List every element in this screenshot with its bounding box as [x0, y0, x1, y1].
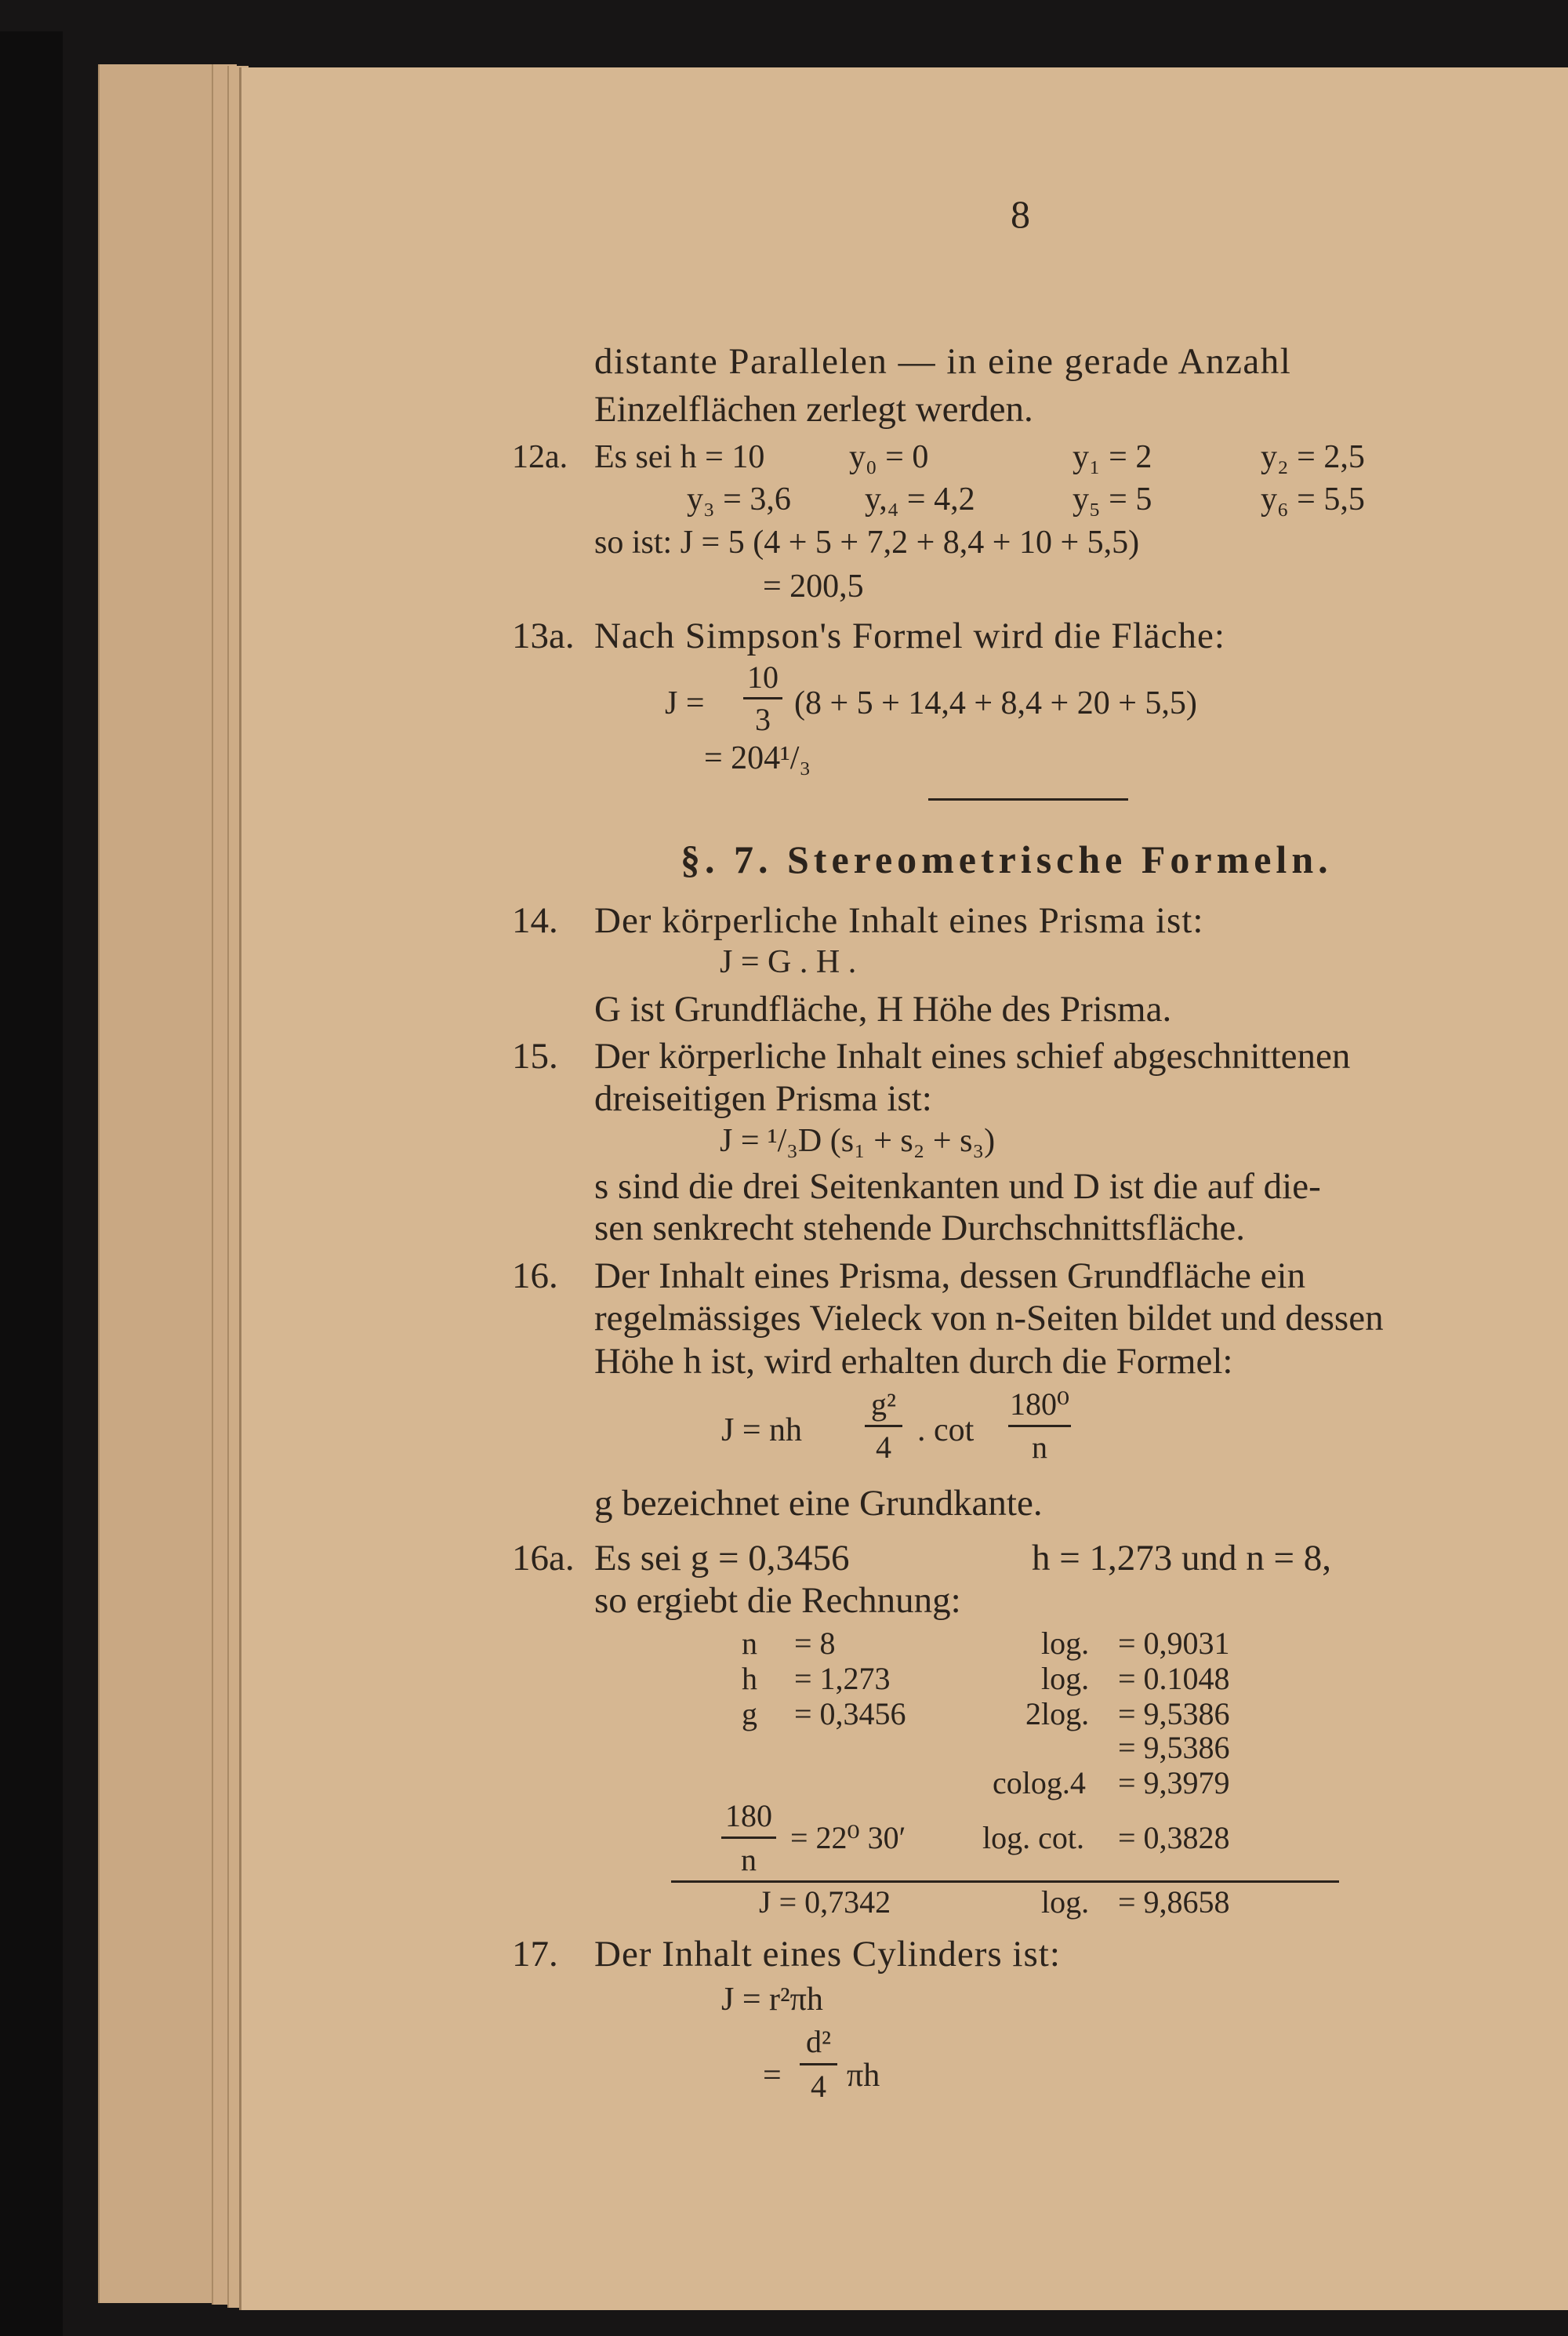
item-number: 12a.: [512, 439, 568, 475]
text-line: Es sei g = 0,3456: [594, 1538, 850, 1579]
fraction-numerator: g²: [871, 1386, 896, 1422]
text-line: Der körperliche Inhalt eines schief abgeschnittenen: [594, 1036, 1351, 1077]
calc-cell: = 9,3979: [1118, 1765, 1230, 1800]
fraction-bar: [743, 697, 782, 699]
formula-part: Es sei h = 10: [594, 439, 765, 475]
calc-cell: 2log.: [1025, 1696, 1090, 1731]
fraction-bar: [865, 1425, 902, 1427]
sum-rule: [671, 1880, 1339, 1883]
formula-part: (8 + 5 + 14,4 + 8,4 + 20 + 5,5): [794, 685, 1197, 721]
formula-part: . cot: [917, 1412, 975, 1448]
item-number: 17.: [512, 1934, 558, 1975]
calc-cell: n: [742, 1626, 757, 1661]
text-line: distante Parallelen — in eine gerade Anzahl: [594, 341, 1292, 382]
fraction-numerator: 180⁰: [1009, 1386, 1070, 1422]
formula-part: y₃ = 3,6: [687, 481, 791, 518]
text-line: G ist Grundfläche, H Höhe des Prisma.: [594, 989, 1172, 1030]
item-number: 13a.: [512, 616, 575, 656]
calc-cell: = 0,3828: [1118, 1820, 1230, 1855]
text-line: Nach Simpson's Formel wird die Fläche:: [594, 616, 1225, 656]
calc-cell: = 22⁰ 30′: [790, 1820, 906, 1855]
book-binding: [0, 31, 63, 2336]
calc-cell: = 0,3456: [794, 1696, 906, 1731]
fraction-denominator: n: [741, 1842, 757, 1877]
formula-line: = 200,5: [763, 569, 864, 605]
text-line: h = 1,273 und n = 8,: [1032, 1538, 1332, 1579]
fraction-denominator: 4: [876, 1430, 891, 1465]
text-line: Der Inhalt eines Cylinders ist:: [594, 1934, 1061, 1975]
calc-cell: h: [742, 1661, 757, 1696]
calc-cell: = 0.1048: [1118, 1661, 1230, 1696]
item-number: 16a.: [512, 1538, 575, 1579]
text-line: Höhe h ist, wird erhalten durch die Formel:: [594, 1341, 1233, 1382]
formula-line: = 204¹/₃: [704, 740, 811, 776]
formula-part: y₁ = 2: [1073, 439, 1152, 475]
book-page: [239, 67, 1568, 2310]
calc-result: log.: [1041, 1884, 1090, 1920]
calc-result: = 9,8658: [1118, 1884, 1230, 1920]
formula-line: J = ¹/₃D (s₁ + s₂ + s₃): [720, 1123, 996, 1159]
page-number: 8: [1011, 192, 1030, 236]
text-line: so ergiebt die Rechnung:: [594, 1580, 961, 1621]
fraction-bar: [1008, 1425, 1071, 1427]
fraction-numerator: d²: [806, 2024, 831, 2059]
text-line: sen senkrecht stehende Durchschnittsfläche.: [594, 1208, 1246, 1248]
text-line: g bezeichnet eine Grundkante.: [594, 1483, 1043, 1524]
formula-part: y₆ = 5,5: [1261, 481, 1365, 518]
fraction-denominator: 4: [811, 2069, 826, 2104]
formula-part: y₂ = 2,5: [1261, 439, 1365, 475]
calc-cell: log.: [1041, 1661, 1090, 1696]
text-line: regelmässiges Vieleck von n-Seiten bildet und dessen: [594, 1298, 1384, 1339]
fraction-denominator: 3: [755, 702, 771, 737]
formula-line: J = G . H .: [720, 944, 857, 980]
text-line: Der körperliche Inhalt eines Prisma ist:: [594, 900, 1204, 941]
formula-part: J =: [665, 685, 705, 721]
fraction-numerator: 180: [725, 1798, 772, 1833]
calc-cell: = 9,5386: [1118, 1696, 1230, 1731]
formula-part: y₅ = 5: [1073, 481, 1152, 518]
text-line: Der Inhalt eines Prisma, dessen Grundfläche ein: [594, 1255, 1306, 1296]
formula-part: =: [763, 2058, 782, 2094]
calc-cell: log. cot.: [982, 1820, 1084, 1855]
formula-part: J = nh: [721, 1412, 803, 1448]
page-edge: [98, 64, 217, 2303]
calc-cell: colog.4: [993, 1765, 1086, 1800]
formula-line: so ist: J = 5 (4 + 5 + 7,2 + 8,4 + 10 + 5,5): [594, 525, 1140, 561]
text-line: s sind die drei Seitenkanten und D ist die auf die-: [594, 1166, 1321, 1207]
item-number: 16.: [512, 1255, 558, 1296]
fraction-numerator: 10: [747, 659, 779, 695]
section-heading: §. 7. Stereometrische Formeln.: [681, 837, 1333, 881]
calc-cell: = 1,273: [794, 1661, 891, 1696]
calc-cell: = 0,9031: [1118, 1626, 1230, 1661]
formula-part: y,₄ = 4,2: [865, 481, 975, 518]
calc-cell: = 9,5386: [1118, 1730, 1230, 1765]
formula-line: J = r²πh: [721, 1982, 823, 2018]
item-number: 15.: [512, 1036, 558, 1077]
fraction-bar: [721, 1836, 776, 1839]
calc-result: J = 0,7342: [759, 1884, 891, 1920]
text-line: dreiseitigen Prisma ist:: [594, 1078, 932, 1119]
calc-cell: log.: [1041, 1626, 1090, 1661]
calc-cell: g: [742, 1696, 757, 1731]
calc-cell: = 8: [794, 1626, 836, 1661]
item-number: 14.: [512, 900, 558, 941]
fraction-bar: [800, 2063, 837, 2065]
divider: [928, 798, 1128, 801]
fraction-denominator: n: [1032, 1430, 1047, 1465]
formula-part: y₀ = 0: [849, 439, 929, 475]
formula-part: πh: [847, 2058, 880, 2094]
text-line: Einzelflächen zerlegt werden.: [594, 389, 1033, 430]
